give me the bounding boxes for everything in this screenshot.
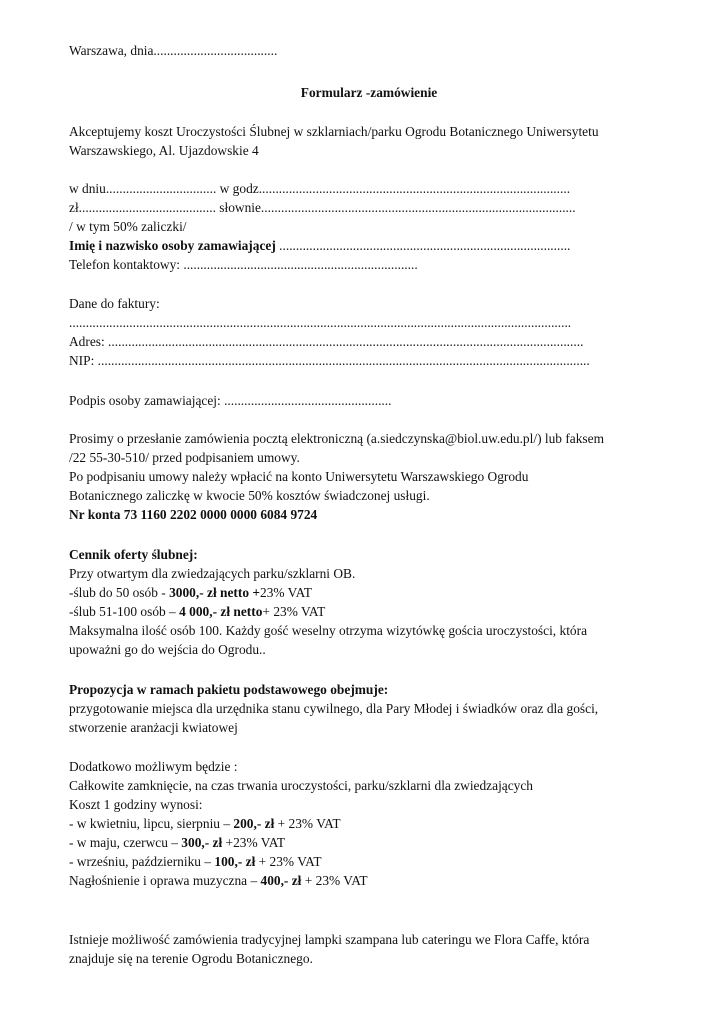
- signature-field[interactable]: Podpis osoby zamawiającej: ..................................................: [69, 393, 392, 408]
- amount-number-field: zł.........................................: [69, 200, 216, 215]
- pricing-note-1: Maksymalna ilość osób 100. Każdy gość weselny otrzyma wizytówkę gościa uroczystości, która: [69, 623, 588, 638]
- extra-rate-1: - w kwietniu, lipcu, sierpniu – 200,- zł + 23% VAT: [69, 816, 341, 831]
- document-title: Formularz -zamówienie: [300, 85, 438, 100]
- extra-rate-2: - w maju, czerwcu – 300,- zł +23% VAT: [69, 835, 286, 850]
- amount-field[interactable]: [69, 198, 576, 217]
- invoice-heading: Dane do faktury:: [69, 296, 160, 311]
- package-heading: Propozycja w ramach pakietu podstawowego obejmuje:: [69, 682, 389, 697]
- invoice-address-field[interactable]: Adres: ..............................................................................................................................................: [69, 334, 584, 349]
- date-field: w dniu.................................: [69, 181, 217, 196]
- extra-rate-3: - wrześniu, październiku – 100,- zł + 23% VAT: [69, 854, 322, 869]
- request-line-2: /22 55-30-510/ przed podpisaniem umowy.: [69, 450, 300, 465]
- pricing-note-2: upoważni go do wejścia do Ogrodu..: [69, 642, 266, 657]
- date-line: Warszawa, dnia.....................................: [69, 43, 278, 58]
- package-line-2: stworzenie aranżacji kwiatowej: [69, 720, 238, 735]
- orderer-name-field[interactable]: Imię i nazwisko osoby zamawiającej .......................................................................................: [69, 238, 571, 253]
- invoice-line-field[interactable]: ......................................................................................................................................................: [69, 315, 572, 330]
- intro-line-1: Akceptujemy koszt Uroczystości Ślubnej w szklarniach/parku Ogrodu Botanicznego Uniwersytetu: [69, 124, 599, 139]
- pricing-intro: Przy otwartym dla zwiedzających parku/szklarni OB.: [69, 566, 356, 581]
- request-line-1: Prosimy o przesłanie zamówienia pocztą elektroniczną (a.siedczynska@biol.uw.edu.pl/) lub faksem: [69, 431, 605, 446]
- extra-closure: Całkowite zamknięcie, na czas trwania uroczystości, parku/szklarni dla zwiedzających: [69, 778, 534, 793]
- price-item-100: -ślub 51-100 osób – 4 000,- zł netto+ 23% VAT: [69, 604, 326, 619]
- request-line-4: Botanicznego zaliczkę w kwocie 50% kosztów świadczonej usługi.: [69, 488, 430, 503]
- extra-music: Nagłośnienie i oprawa muzyczna – 400,- zł + 23% VAT: [69, 873, 368, 888]
- invoice-nip-field[interactable]: NIP: ...................................................................................................................................................: [69, 353, 590, 368]
- intro-line-2: Warszawskiego, Al. Ujazdowskie 4: [69, 143, 259, 158]
- extra-cost-label: Koszt 1 godziny wynosi:: [69, 797, 203, 812]
- pricing-heading: Cennik oferty ślubnej:: [69, 547, 198, 562]
- price-item-50: -ślub do 50 osób - 3000,- zł netto +23% VAT: [69, 585, 312, 600]
- closing-line-2: znajduje się na terenie Ogrodu Botanicznego.: [69, 951, 313, 966]
- date-time-field[interactable]: [69, 179, 570, 198]
- amount-words-field: słownie..............................................................................................: [215, 200, 576, 215]
- advance-note: / w tym 50% zaliczki/: [69, 219, 187, 234]
- time-field: w godz.............................................................................................: [216, 181, 571, 196]
- orderer-name-label: Imię i nazwisko osoby zamawiającej: [69, 238, 276, 253]
- phone-field[interactable]: Telefon kontaktowy: ......................................................................: [69, 257, 418, 272]
- package-line-1: przygotowanie miejsca dla urzędnika stanu cywilnego, dla Pary Młodej i świadków oraz dla gości,: [69, 701, 599, 716]
- closing-line-1: Istnieje możliwość zamówienia tradycyjnej lampki szampana lub cateringu we Flora Caffe, która: [69, 932, 590, 947]
- request-line-3: Po podpisaniu umowy należy wpłacić na konto Uniwersytetu Warszawskiego Ogrodu: [69, 469, 529, 484]
- extra-heading: Dodatkowo możliwym będzie :: [69, 759, 238, 774]
- bank-account: Nr konta 73 1160 2202 0000 0000 6084 9724: [69, 507, 318, 522]
